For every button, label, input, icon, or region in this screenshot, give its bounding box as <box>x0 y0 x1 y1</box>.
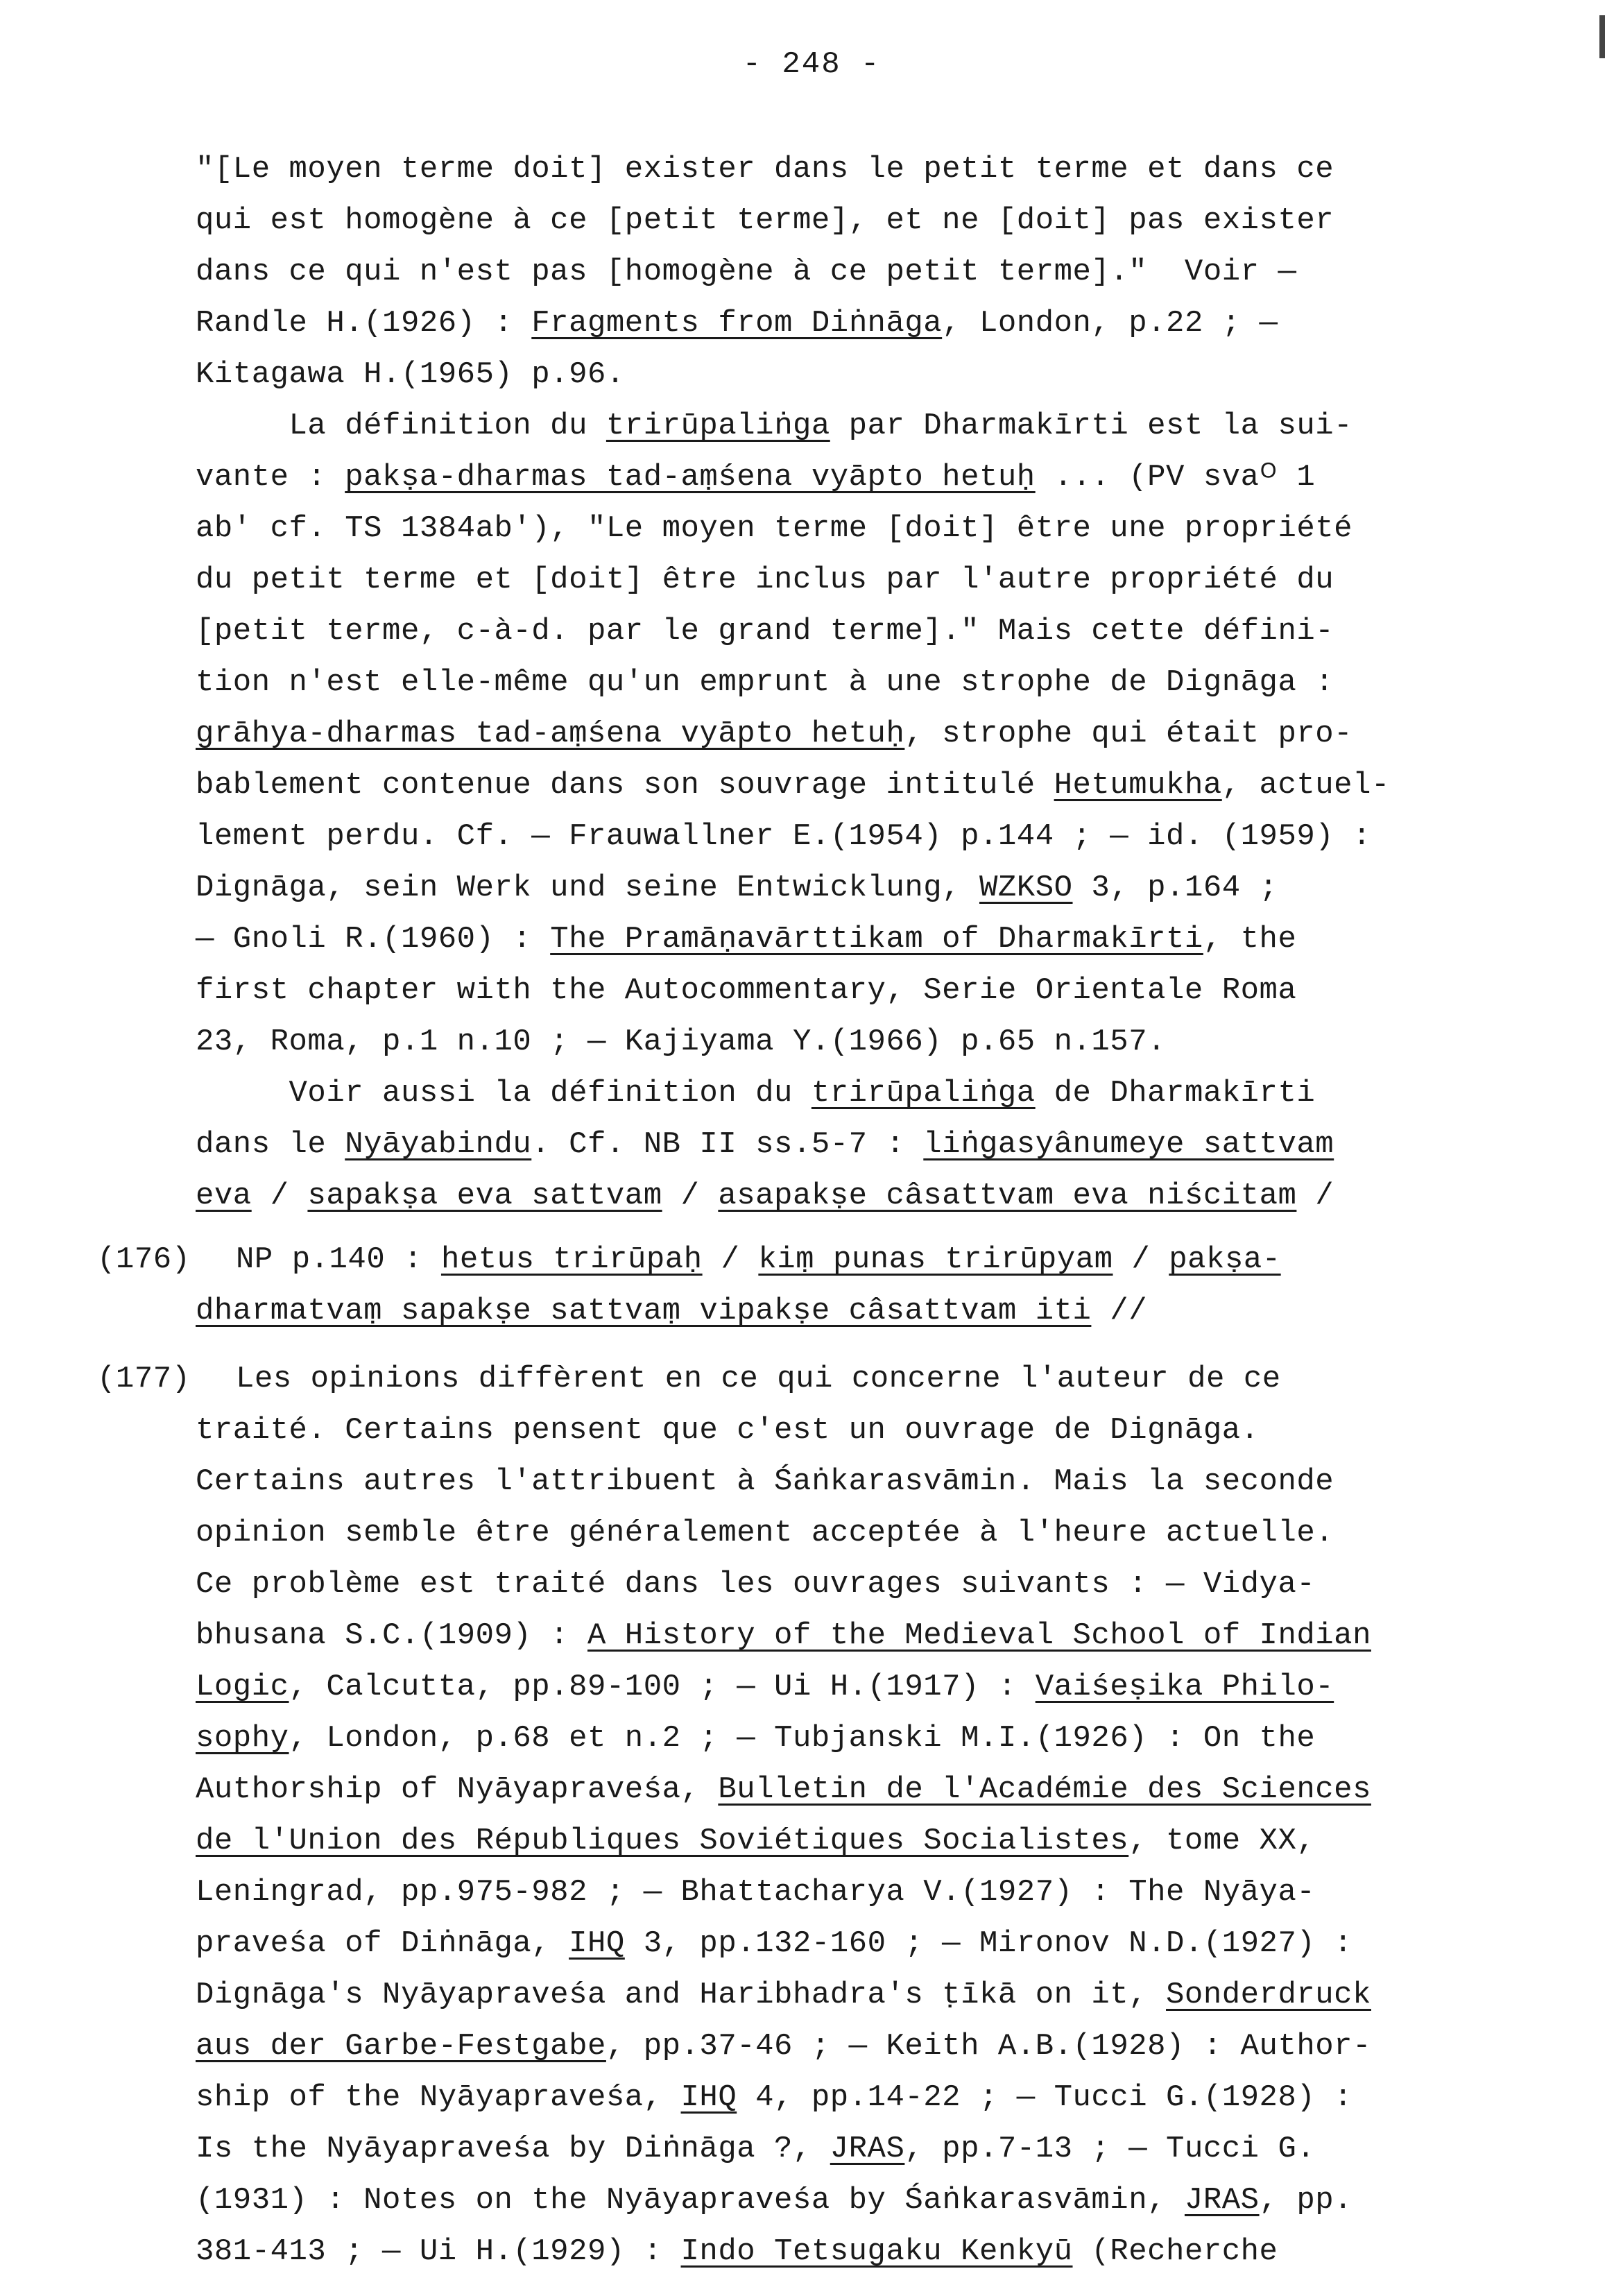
text-line: eva / sapakṣa eva sattvam / asapakṣe câsattvam eva niścitam / <box>196 1179 1334 1213</box>
text-line: Voir aussi la définition du trirūpaliṅga de Dharmakīrti <box>196 1076 1316 1111</box>
cited-title: Nyāyabindu <box>345 1127 532 1162</box>
footnote-number: (176) <box>97 1242 191 1277</box>
sanskrit-quote: grāhya-dharmas tad-aṃśena vyāpto hetuḥ <box>196 717 905 751</box>
text-line: Ce problème est traité dans les ouvrages suivants : — Vidya- <box>196 1567 1316 1602</box>
text-line: 381-413 ; — Ui H.(1929) : Indo Tetsugaku Kenkyū (Recherche <box>196 2234 1278 2269</box>
text-line: praveśa of Diṅnāga, IHQ 3, pp.132-160 ; — Mironov N.D.(1927) : <box>196 1926 1353 1961</box>
cited-title: Hetumukha <box>1054 768 1222 803</box>
text-line: tion n'est elle-même qu'un emprunt à une strophe de Dignāga : <box>196 665 1334 700</box>
sanskrit-quote: pakṣa-dharmas tad-aṃśena vyāpto hetuḥ <box>345 460 1036 495</box>
text-line: bhusana S.C.(1909) : A History of the Medieval School of Indian <box>196 1618 1371 1653</box>
text-line: Authorship of Nyāyapraveśa, Bulletin de l'Académie des Sciences <box>196 1772 1371 1807</box>
text-line: Certains autres l'attribuent à Śaṅkarasvāmin. Mais la seconde <box>196 1464 1334 1499</box>
cited-title: The Pramāṇavārttikam of Dharmakīrti <box>550 922 1203 957</box>
text-line: Dignāga's Nyāyapraveśa and Haribhadra's ṭīkā on it, Sonderdruck <box>196 1978 1371 2012</box>
text-line: aus der Garbe-Festgabe, pp.37-46 ; — Keith A.B.(1928) : Author- <box>196 2029 1371 2064</box>
text-line: opinion semble être généralement acceptée à l'heure actuelle. <box>196 1516 1334 1550</box>
text-line: dharmatvaṃ sapakṣe sattvaṃ vipakṣe câsattvam iti // <box>196 1294 1148 1328</box>
text-line: "[Le moyen terme doit] exister dans le petit terme et dans ce <box>196 152 1334 187</box>
text-line: 23, Roma, p.1 n.10 ; — Kajiyama Y.(1966) p.65 n.157. <box>196 1025 1167 1059</box>
sanskrit-quote: liṅgasyânumeye sattvam <box>923 1127 1334 1162</box>
text-line: qui est homogène à ce [petit terme], et ne [doit] pas exister <box>196 203 1334 238</box>
sanskrit-term: trirūpaliṅga <box>811 1076 1036 1111</box>
text-line: Randle H.(1926) : Fragments from Diṅnāga, London, p.22 ; — <box>196 306 1278 341</box>
text-line: Dignāga, sein Werk und seine Entwicklung, WZKSO 3, p.164 ; <box>196 871 1278 905</box>
footnote-number: (177) <box>97 1362 191 1396</box>
text-line: NP p.140 : hetus trirūpaḥ / kiṃ punas trirūpyam / pakṣa- <box>236 1242 1281 1277</box>
text-line: traité. Certains pensent que c'est un ouvrage de Dignāga. <box>196 1413 1260 1448</box>
text-line: de l'Union des Républiques Soviétiques Socialistes, tome XX, <box>196 1824 1316 1858</box>
text-line: — Gnoli R.(1960) : The Pramāṇavārttikam of Dharmakīrti, the <box>196 922 1297 957</box>
text-line: (1931) : Notes on the Nyāyapraveśa by Śaṅkarasvāmin, JRAS, pp. <box>196 2183 1353 2218</box>
text-line: Logic, Calcutta, pp.89-100 ; — Ui H.(1917) : Vaiśeṣika Philo- <box>196 1670 1334 1704</box>
text-line: ship of the Nyāyapraveśa, IHQ 4, pp.14-22 ; — Tucci G.(1928) : <box>196 2080 1353 2115</box>
text-line: Is the Nyāyapraveśa by Diṅnāga ?, JRAS, pp.7-13 ; — Tucci G. <box>196 2132 1316 2166</box>
text-line: dans le Nyāyabindu. Cf. NB II ss.5-7 : liṅgasyânumeye sattvam <box>196 1127 1334 1162</box>
cited-title: Fragments from Diṅnāga <box>531 306 943 341</box>
text-line: [petit terme, c-à-d. par le grand terme]." Mais cette défini- <box>196 614 1334 649</box>
text-line: vante : pakṣa-dharmas tad-aṃśena vyāpto hetuḥ ... (PV svaᴼ 1 <box>196 460 1316 495</box>
text-line: grāhya-dharmas tad-aṃśena vyāpto hetuḥ, strophe qui était pro- <box>196 717 1353 751</box>
text-line: sophy, London, p.68 et n.2 ; — Tubjanski M.I.(1926) : On the <box>196 1721 1316 1756</box>
text-line: first chapter with the Autocommentary, Serie Orientale Roma <box>196 973 1297 1008</box>
text-line: Leningrad, pp.975-982 ; — Bhattacharya V.(1927) : The Nyāya- <box>196 1875 1316 1910</box>
text-line: Kitagawa H.(1965) p.96. <box>196 357 625 392</box>
text-line: dans ce qui n'est pas [homogène à ce petit terme]." Voir — <box>196 255 1297 289</box>
text-line: bablement contenue dans son souvrage intitulé Hetumukha, actuel- <box>196 768 1390 803</box>
sanskrit-term: trirūpaliṅga <box>606 409 830 443</box>
text-line: La définition du trirūpaliṅga par Dharmakīrti est la sui- <box>196 409 1353 443</box>
text-line: Les opinions diffèrent en ce qui concerne l'auteur de ce <box>236 1362 1281 1396</box>
text-line: ab' cf. TS 1384ab'), "Le moyen terme [doit] être une propriété <box>196 511 1353 546</box>
text-line: lement perdu. Cf. — Frauwallner E.(1954) p.144 ; — id. (1959) : <box>196 819 1371 854</box>
cited-journal: WZKSO <box>979 871 1073 905</box>
text-line: du petit terme et [doit] être inclus par l'autre propriété du <box>196 563 1334 597</box>
page-number: - 248 - <box>742 47 881 82</box>
